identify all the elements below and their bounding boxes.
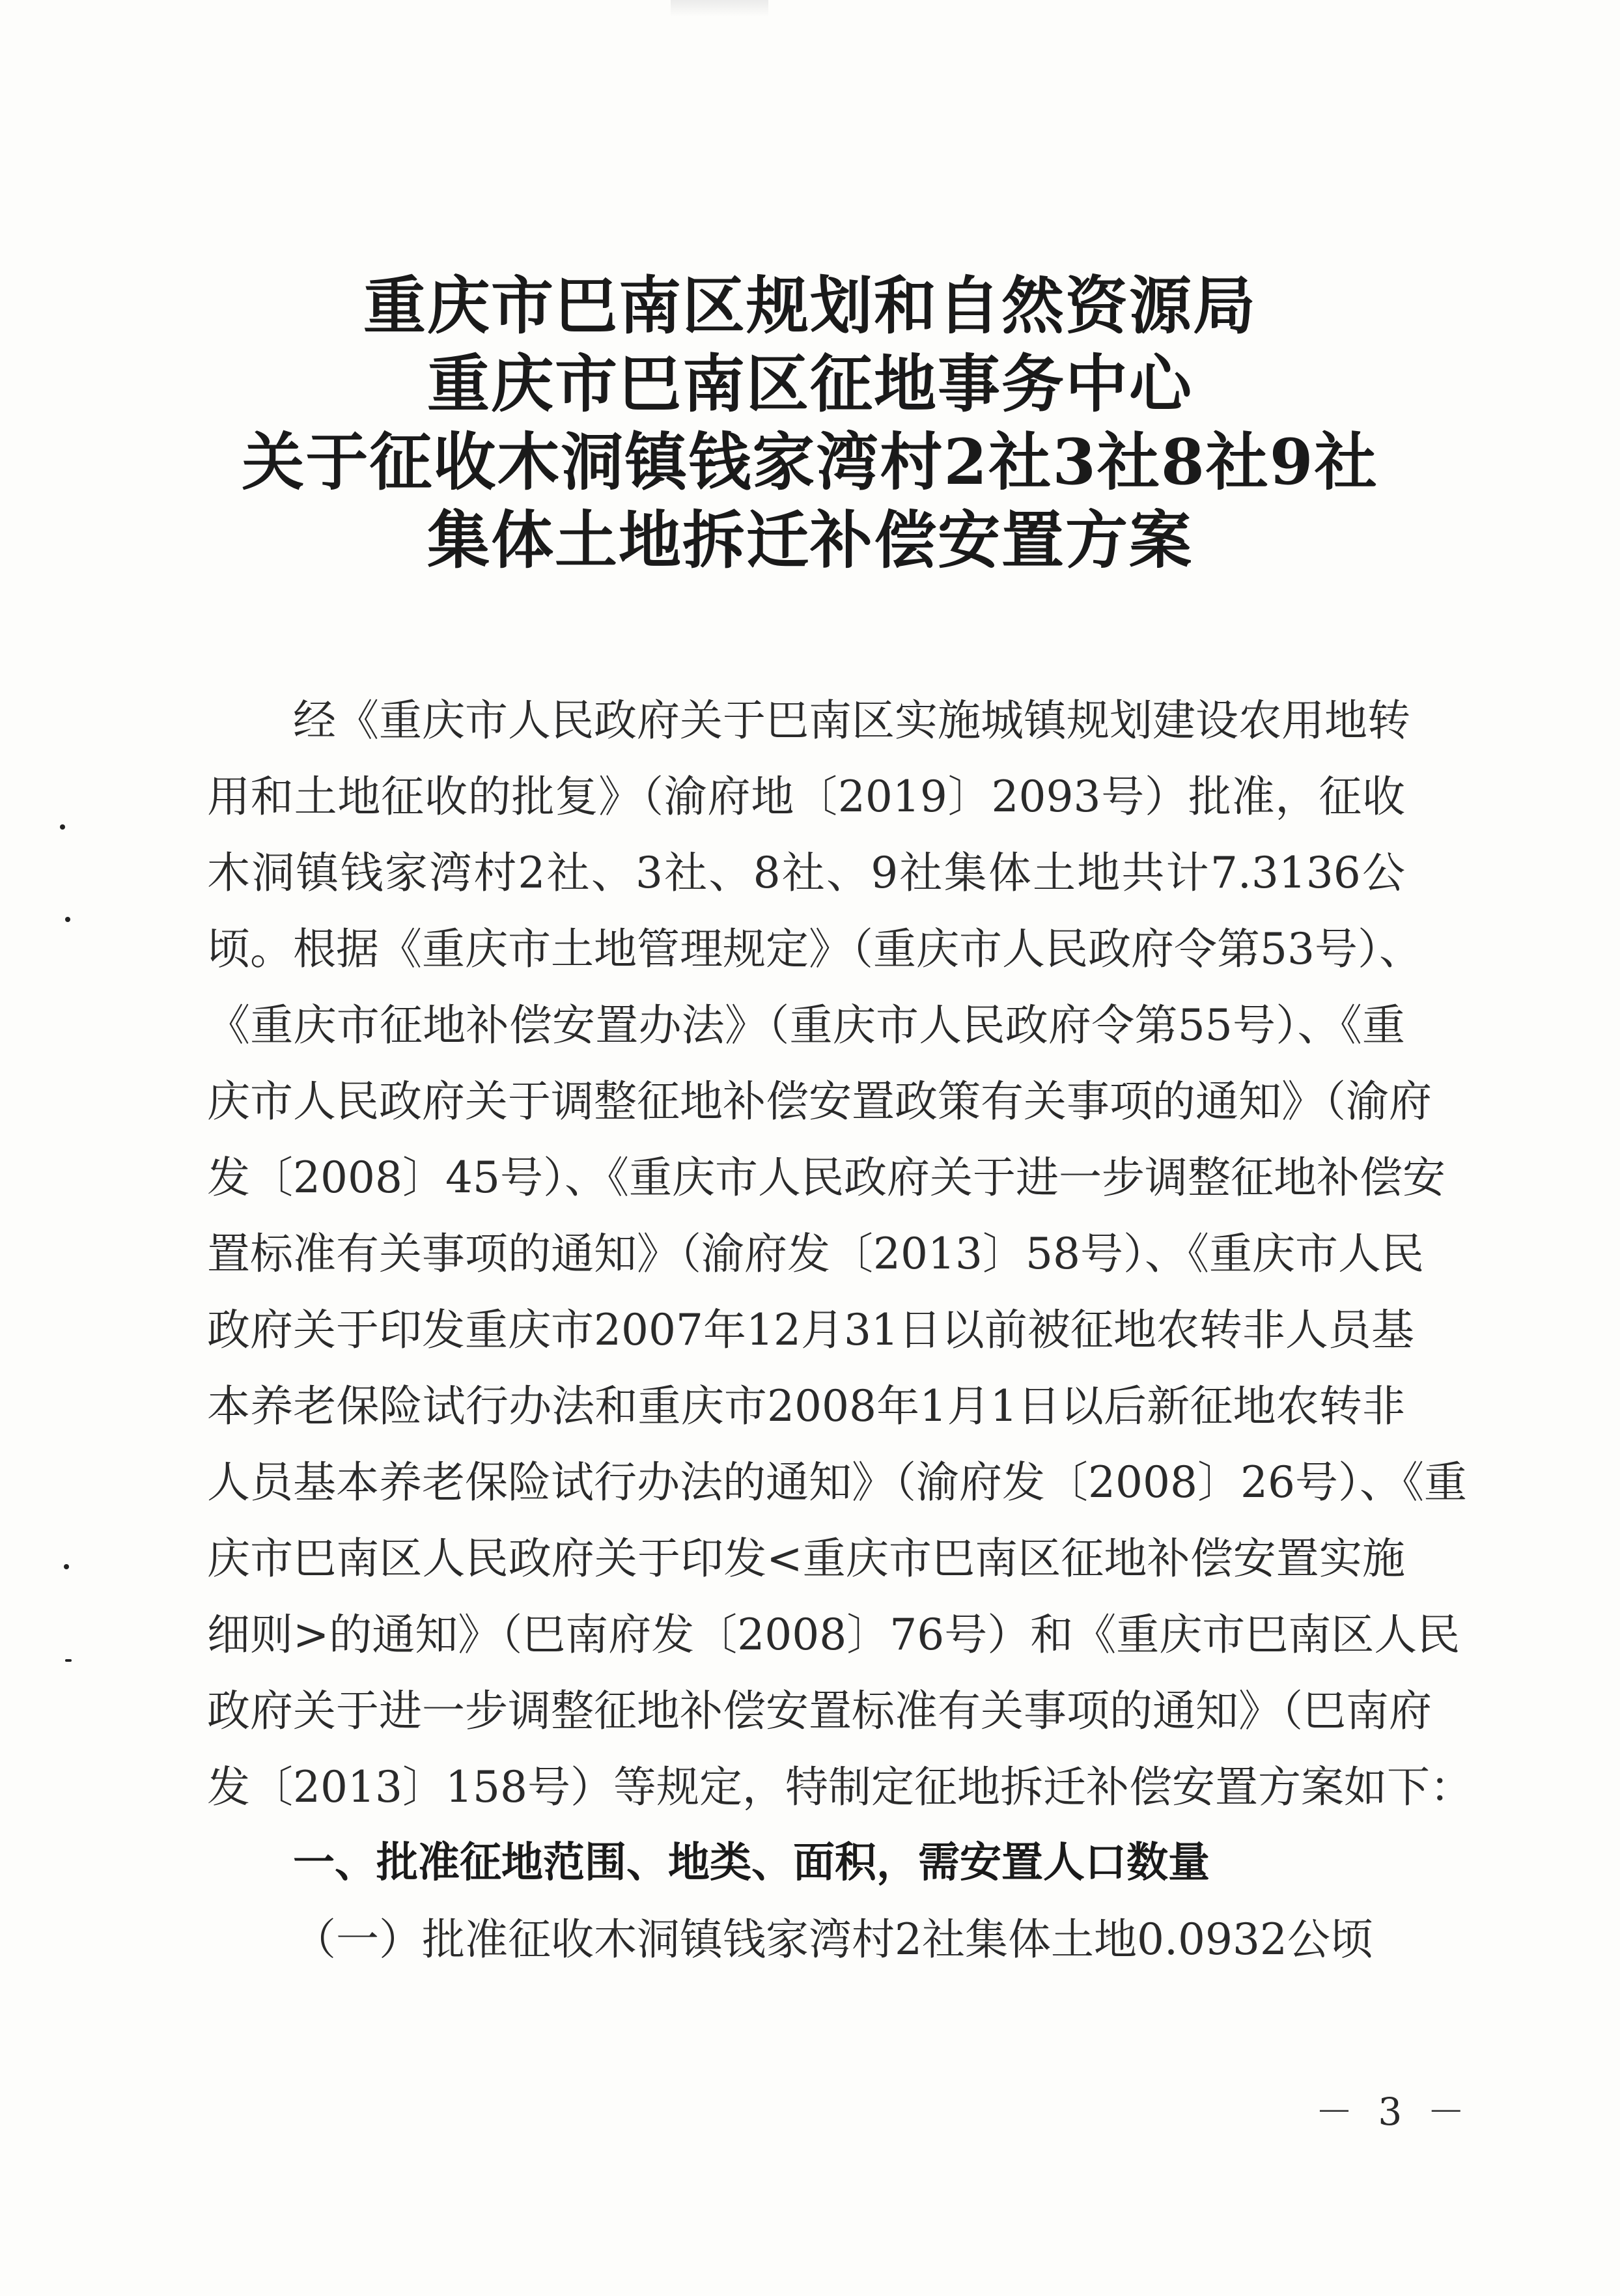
section-heading: 一、批准征地范围、地类、面积，需安置人口数量: [293, 1839, 1210, 1887]
body-line: 经《重庆市人民政府关于巴南区实施城镇规划建设农用地转: [293, 695, 1410, 746]
body-line: 顷。根据《重庆市土地管理规定》（重庆市人民政府令第53号）、: [207, 924, 1422, 974]
title-line-3: 关于征收木洞镇钱家湾村2社3社8社9社: [242, 425, 1378, 499]
page-number: － 3 －: [1315, 2090, 1472, 2134]
document-title: [0, 267, 1620, 580]
title-line-2: 重庆市巴南区征地事务中心: [427, 347, 1193, 421]
body-line: 《重庆市征地补偿安置办法》（重庆市人民政府令第55号）、《重: [207, 1000, 1405, 1050]
body-line: 细则>的通知》（巴南府发〔2008〕76号）和《重庆市巴南区人民: [207, 1610, 1460, 1660]
body-line: 木洞镇钱家湾村2社、3社、8社、9社集体土地共计7.3136公: [207, 848, 1405, 898]
body-line: 庆市人民政府关于调整征地补偿安置政策有关事项的通知》（渝府: [207, 1076, 1432, 1127]
body-line: 人员基本养老保险试行办法的通知》（渝府发〔2008〕26号）、《重: [207, 1457, 1467, 1507]
body-line: 本养老保险试行办法和重庆市2008年1月1日以后新征地农转非: [207, 1381, 1405, 1431]
title-line-1: 重庆市巴南区规划和自然资源局: [363, 269, 1257, 343]
punch-mark: [64, 1564, 69, 1569]
body-line: 政府关于进一步调整征地补偿安置标准有关事项的通知》（巴南府: [207, 1686, 1432, 1736]
scan-artifact: [671, 0, 768, 17]
body-line: 发〔2008〕45号）、《重庆市人民政府关于进一步调整征地补偿安: [207, 1153, 1445, 1203]
punch-mark: [65, 917, 70, 922]
punch-mark: [60, 824, 65, 830]
body-line: 置标准有关事项的通知》（渝府发〔2013〕58号）、《重庆市人民: [207, 1229, 1424, 1279]
body-text: [207, 682, 1473, 1978]
punch-mark: [65, 1659, 72, 1662]
sub-item: （一）批准征收木洞镇钱家湾村2社集体土地0.0932公顷: [293, 1914, 1373, 1965]
body-line: 用和土地征收的批复》（渝府地〔2019〕2093号）批准，征收: [207, 772, 1405, 822]
body-line: 发〔2013〕158号）等规定，特制定征地拆迁补偿安置方案如下：: [207, 1762, 1473, 1812]
body-line: 庆市巴南区人民政府关于印发<重庆市巴南区征地补偿安置实施: [207, 1533, 1405, 1584]
body-line: 政府关于印发重庆市2007年12月31日以前被征地农转非人员基: [207, 1305, 1414, 1355]
title-line-4: 集体土地拆迁补偿安置方案: [427, 503, 1193, 577]
